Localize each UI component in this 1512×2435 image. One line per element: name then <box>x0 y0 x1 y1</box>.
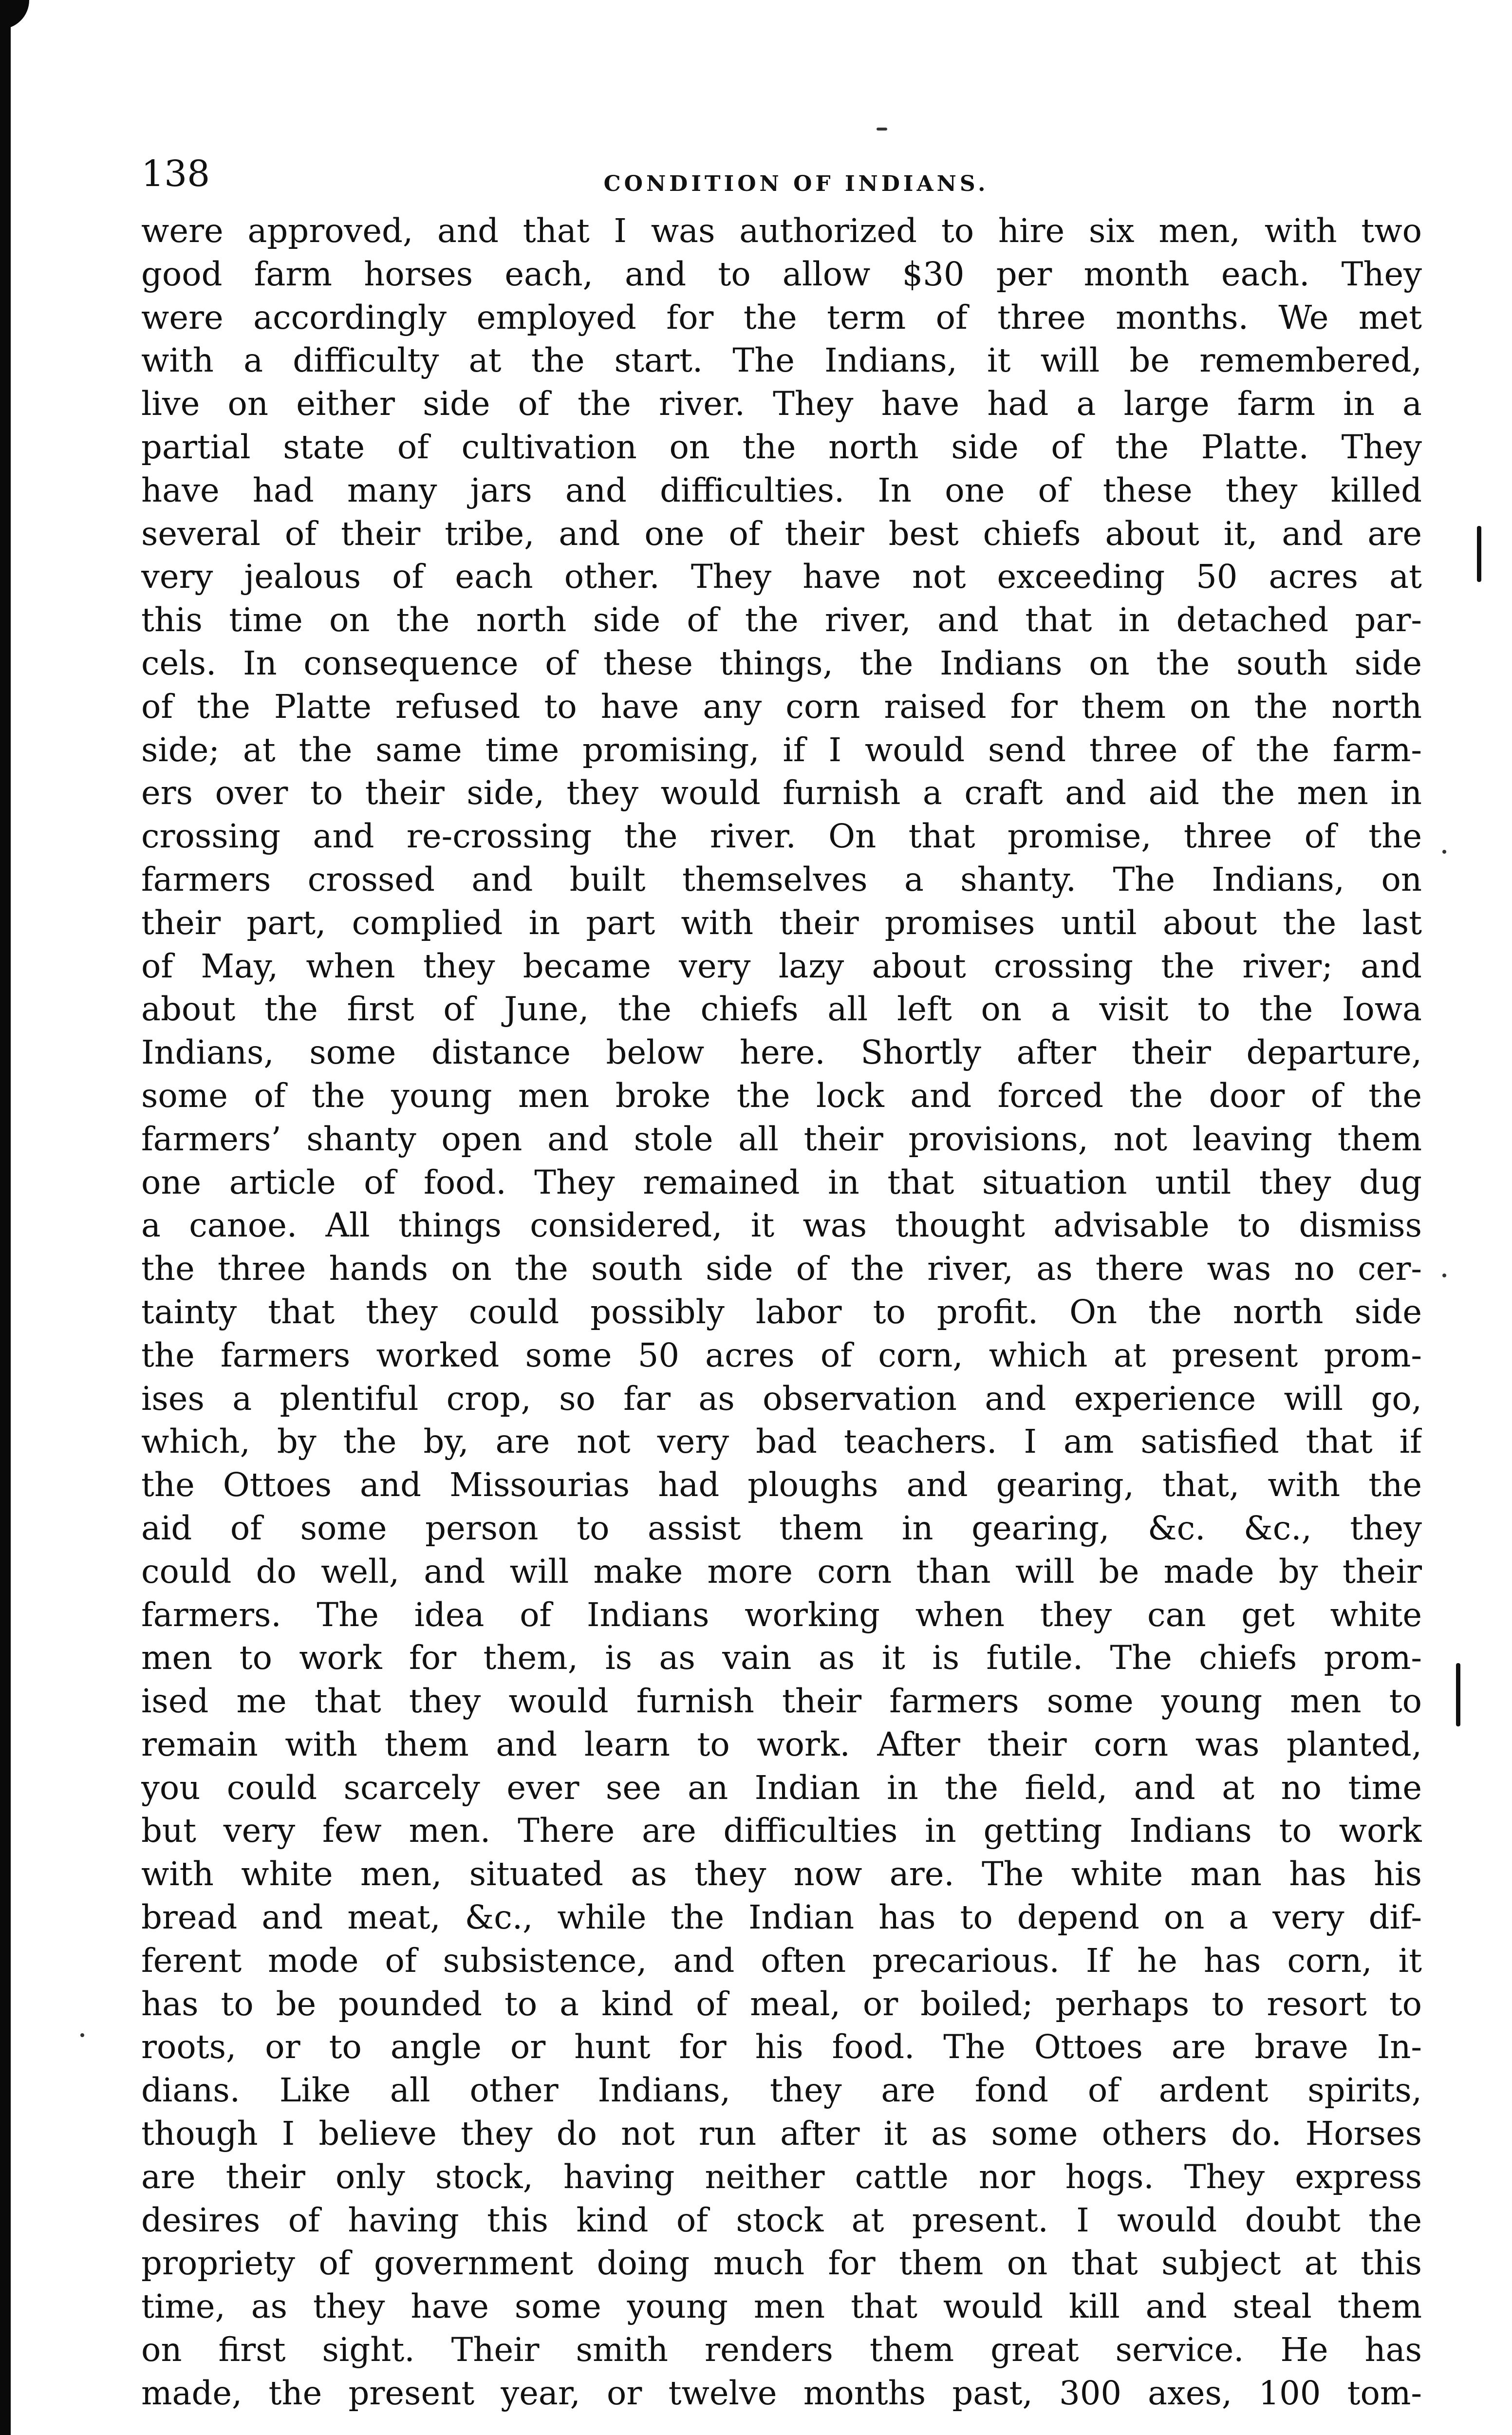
text-line: though I believe they do not run after it as some others do. Horses <box>141 2115 1422 2153</box>
text-line: ferent mode of subsistence, and often precarious. If he has corn, it <box>141 1941 1422 1980</box>
text-line: one article of food. They remained in that situation until they dug <box>141 1163 1422 1201</box>
page-header <box>141 153 1422 209</box>
text-line: with a difficulty at the start. The Indians, it will be remembered, <box>141 341 1422 380</box>
text-line: with white men, situated as they now are. The white man has his <box>141 1855 1422 1893</box>
text-line: crossing and re-crossing the river. On that promise, three of the <box>141 817 1422 856</box>
text-line: the farmers worked some 50 acres of corn, which at present prom- <box>141 1336 1422 1374</box>
text-line: some of the young men broke the lock and forced the door of the <box>141 1076 1422 1115</box>
text-line: Indians, some distance below here. Shortly after their departure, <box>141 1033 1422 1072</box>
text-line: were approved, and that I was authorized to hire six men, with two <box>141 212 1422 250</box>
page-number: 138 <box>141 153 210 195</box>
text-line: desires of having this kind of stock at present. I would doubt the <box>141 2201 1422 2239</box>
body-text <box>141 209 1422 2415</box>
text-line: dians. Like all other Indians, they are fond of ardent spirits, <box>141 2071 1422 2110</box>
text-line: on first sight. Their smith renders them great service. He has <box>141 2331 1422 2369</box>
text-line: you could scarcely ever see an Indian in the field, and at no time <box>141 1768 1422 1807</box>
text-line: cels. In consequence of these things, the Indians on the south side <box>141 644 1422 682</box>
text-line: of May, when they became very lazy about crossing the river; and <box>141 947 1422 985</box>
ink-speck <box>1442 850 1446 854</box>
ink-speck <box>877 128 887 131</box>
scan-border-left <box>0 0 11 2435</box>
text-line: a canoe. All things considered, it was thought advisable to dismiss <box>141 1206 1422 1245</box>
text-line: live on either side of the river. They have had a large farm in a <box>141 385 1422 423</box>
margin-mark <box>1477 526 1481 582</box>
text-line: very jealous of each other. They have not exceeding 50 acres at <box>141 558 1422 596</box>
text-line: tainty that they could possibly labor to profit. On the north side <box>141 1292 1422 1331</box>
book-page <box>141 153 1422 2415</box>
text-line: could do well, and will make more corn than will be made by their <box>141 1552 1422 1591</box>
text-line: side; at the same time promising, if I would send three of the farm- <box>141 730 1422 769</box>
text-line: the Ottoes and Missourias had ploughs and gearing, that, with the <box>141 1466 1422 1504</box>
text-line: time, as they have some young men that would kill and steal them <box>141 2287 1422 2326</box>
text-line: of the Platte refused to have any corn raised for them on the north <box>141 687 1422 726</box>
text-line: propriety of government doing much for them on that subject at this <box>141 2244 1422 2283</box>
text-line: were accordingly employed for the term of three months. We met <box>141 298 1422 337</box>
text-line: about the first of June, the chiefs all left on a visit to the Iowa <box>141 990 1422 1029</box>
text-line: ers over to their side, they would furnish a craft and aid the men in <box>141 774 1422 812</box>
text-line: roots, or to angle or hunt for his food. The Ottoes are brave In- <box>141 2028 1422 2066</box>
text-line: this time on the north side of the river, and that in detached par- <box>141 601 1422 639</box>
scan-border-corner <box>0 0 29 29</box>
text-line: the three hands on the south side of the river, as there was no cer- <box>141 1250 1422 1288</box>
text-line: has to be pounded to a kind of meal, or boiled; perhaps to resort to <box>141 1985 1422 2023</box>
text-line: are their only stock, having neither cattle nor hogs. They express <box>141 2157 1422 2196</box>
ink-speck <box>80 2033 84 2037</box>
text-line: partial state of cultivation on the north side of the Platte. They <box>141 428 1422 466</box>
text-line: farmers. The idea of Indians working when they can get white <box>141 1595 1422 1634</box>
margin-mark <box>1456 1663 1460 1726</box>
text-line: farmers’ shanty open and stole all their provisions, not leaving them <box>141 1120 1422 1158</box>
text-line: which, by the by, are not very bad teachers. I am satisfied that if <box>141 1423 1422 1461</box>
text-line: their part, complied in part with their promises until about the last <box>141 903 1422 942</box>
text-line: remain with them and learn to work. After their corn was planted, <box>141 1725 1422 1763</box>
text-line: ises a plentiful crop, so far as observation and experience will go, <box>141 1379 1422 1418</box>
text-line: good farm horses each, and to allow $30 per month each. They <box>141 255 1422 293</box>
text-line: made, the present year, or twelve months past, 300 axes, 100 tom- <box>141 2374 1422 2412</box>
text-line: but very few men. There are difficulties in getting Indians to work <box>141 1812 1422 1850</box>
ink-speck <box>1442 1274 1446 1277</box>
text-line: ised me that they would furnish their farmers some young men to <box>141 1682 1422 1721</box>
text-line: men to work for them, is as vain as it is futile. The chiefs prom- <box>141 1639 1422 1677</box>
running-head: CONDITION OF INDIANS. <box>603 171 989 196</box>
text-line: several of their tribe, and one of their best chiefs about it, and are <box>141 514 1422 553</box>
text-line: aid of some person to assist them in gearing, &c. &c., they <box>141 1509 1422 1547</box>
text-line: farmers crossed and built themselves a shanty. The Indians, on <box>141 860 1422 899</box>
text-line: bread and meat, &c., while the Indian has to depend on a very dif- <box>141 1898 1422 1937</box>
text-line: have had many jars and difficulties. In one of these they killed <box>141 471 1422 509</box>
